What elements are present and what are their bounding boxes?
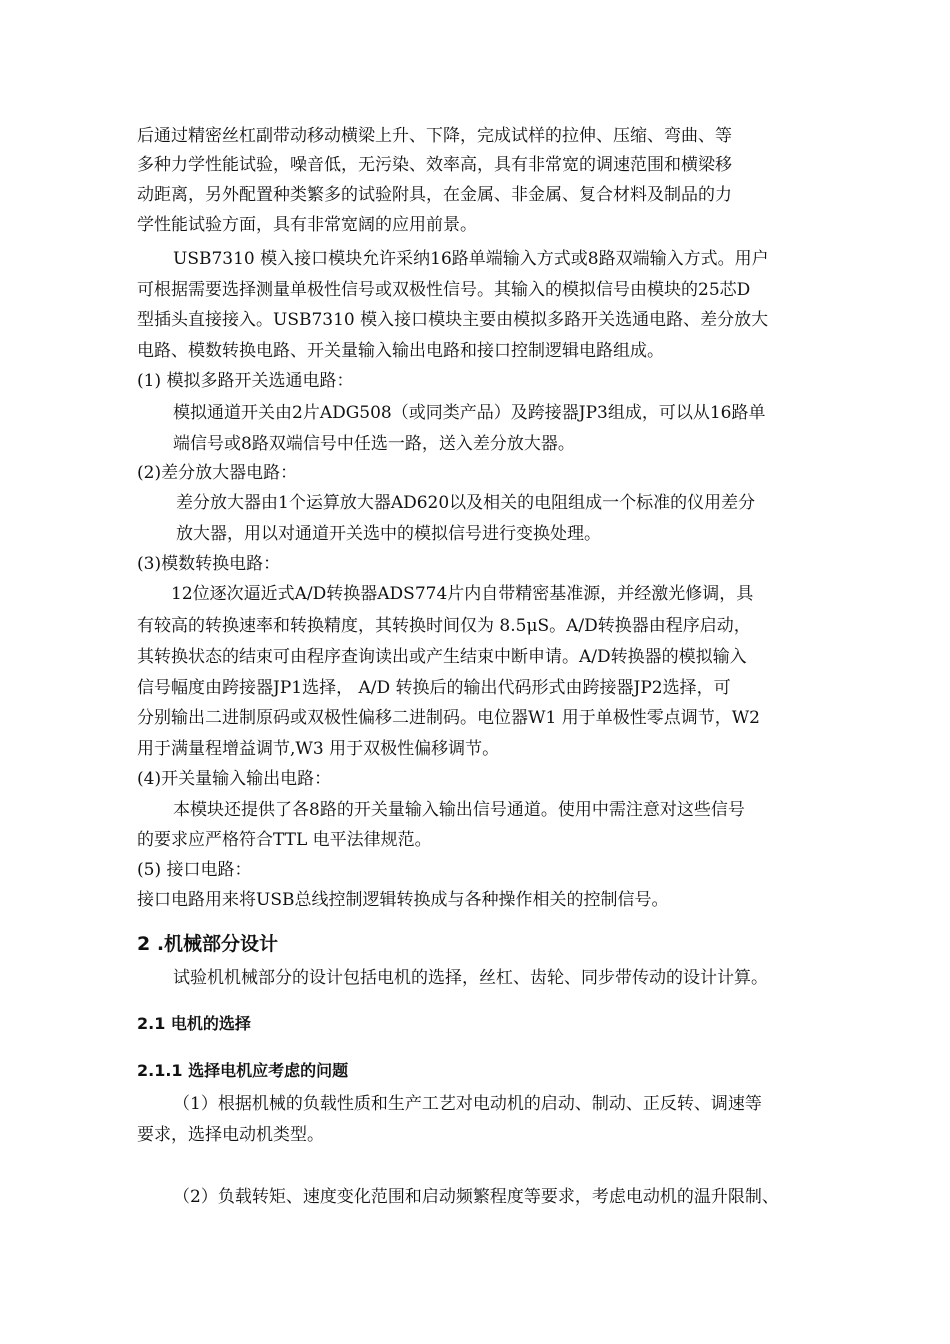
text-line: 要求，选择电动机类型。 [137,1125,324,1145]
text-line: 后通过精密丝杠副带动移动横梁上升、下降，完成试样的拉伸、压缩、弯曲、等 [137,126,732,146]
point-2: （2）负载转矩、速度变化范围和启动频繁程度等要求，考虑电动机的温升限制、 [173,1187,779,1207]
item-title: (5) 接口电路： [137,860,252,880]
text-line: 学性能试验方面，具有非常宽阔的应用前景。 [137,215,477,235]
item-title: (2)差分放大器电路： [137,463,298,483]
text-line: 用于满量程增益调节,W3 用于双极性偏移调节。 [137,739,500,759]
text-line: 分别输出二进制原码或双极性偏移二进制码。电位器W1 用于单极性零点调节，W2 [137,708,760,728]
text-line: 其转换状态的结束可由程序查询读出或产生结束中断申请。A/D转换器的模拟输入 [137,647,747,667]
text-line: 端信号或8路双端信号中任选一路，送入差分放大器。 [173,434,575,454]
section-2-1-heading: 2.1 电机的选择 [137,1014,251,1033]
text-line: 的要求应严格符合TTL 电平法律规范。 [137,830,432,850]
text-line: 有较高的转换速率和转换精度，其转换时间仅为 8.5μS。A/D转换器由程序启动， [137,616,751,636]
text-line: 信号幅度由跨接器JP1选择， A/D 转换后的输出代码形式由跨接器JP2选择，可 [137,678,731,698]
text-line: 接口电路用来将USB总线控制逻辑转换成与各种操作相关的控制信号。 [137,890,669,910]
section-2-heading: 2 .机械部分设计 [137,933,279,955]
text-line: 动距离，另外配置种类繁多的试验附具，在金属、非金属、复合材料及制品的力 [137,185,732,205]
item-title: (3)模数转换电路： [137,554,281,574]
text-line: 模拟通道开关由2片ADG508（或同类产品）及跨接器JP3组成，可以从16路单 [173,403,766,423]
section-2-1-1-heading: 2.1.1 选择电机应考虑的问题 [137,1061,349,1080]
text-line: 本模块还提供了各8路的开关量输入输出信号通道。使用中需注意对这些信号 [173,800,745,820]
text-line: （1）根据机械的负载性质和生产工艺对电动机的启动、制动、正反转、调速等 [173,1094,762,1114]
text-line: 放大器，用以对通道开关选中的模拟信号进行变换处理。 [176,524,601,544]
item-title: (4)开关量输入输出电路： [137,769,332,789]
item-title: (1) 模拟多路开关选通电路： [137,371,354,391]
text-line: 多种力学性能试验，噪音低，无污染、效率高，具有非常宽的调速范围和横梁移 [137,155,732,175]
text-line: USB7310 模入接口模块允许采纳16路单端输入方式或8路双端输入方式。用户 [173,249,769,269]
text-line: 12位逐次逼近式A/D转换器ADS774片内自带精密基准源，并经激光修调，具 [171,584,754,604]
text-line: 可根据需要选择测量单极性信号或双极性信号。其输入的模拟信号由模块的25芯D [137,280,751,300]
section-2-intro: 试验机机械部分的设计包括电机的选择，丝杠、齿轮、同步带传动的设计计算。 [173,968,768,988]
text-line: 型插头直接接入。USB7310 模入接口模块主要由模拟多路开关选通电路、差分放大 [137,310,769,330]
text-line: 电路、模数转换电路、开关量输入输出电路和接口控制逻辑电路组成。 [137,341,664,361]
text-line: 差分放大器由1个运算放大器AD620以及相关的电阻组成一个标准的仪用差分 [176,493,756,513]
